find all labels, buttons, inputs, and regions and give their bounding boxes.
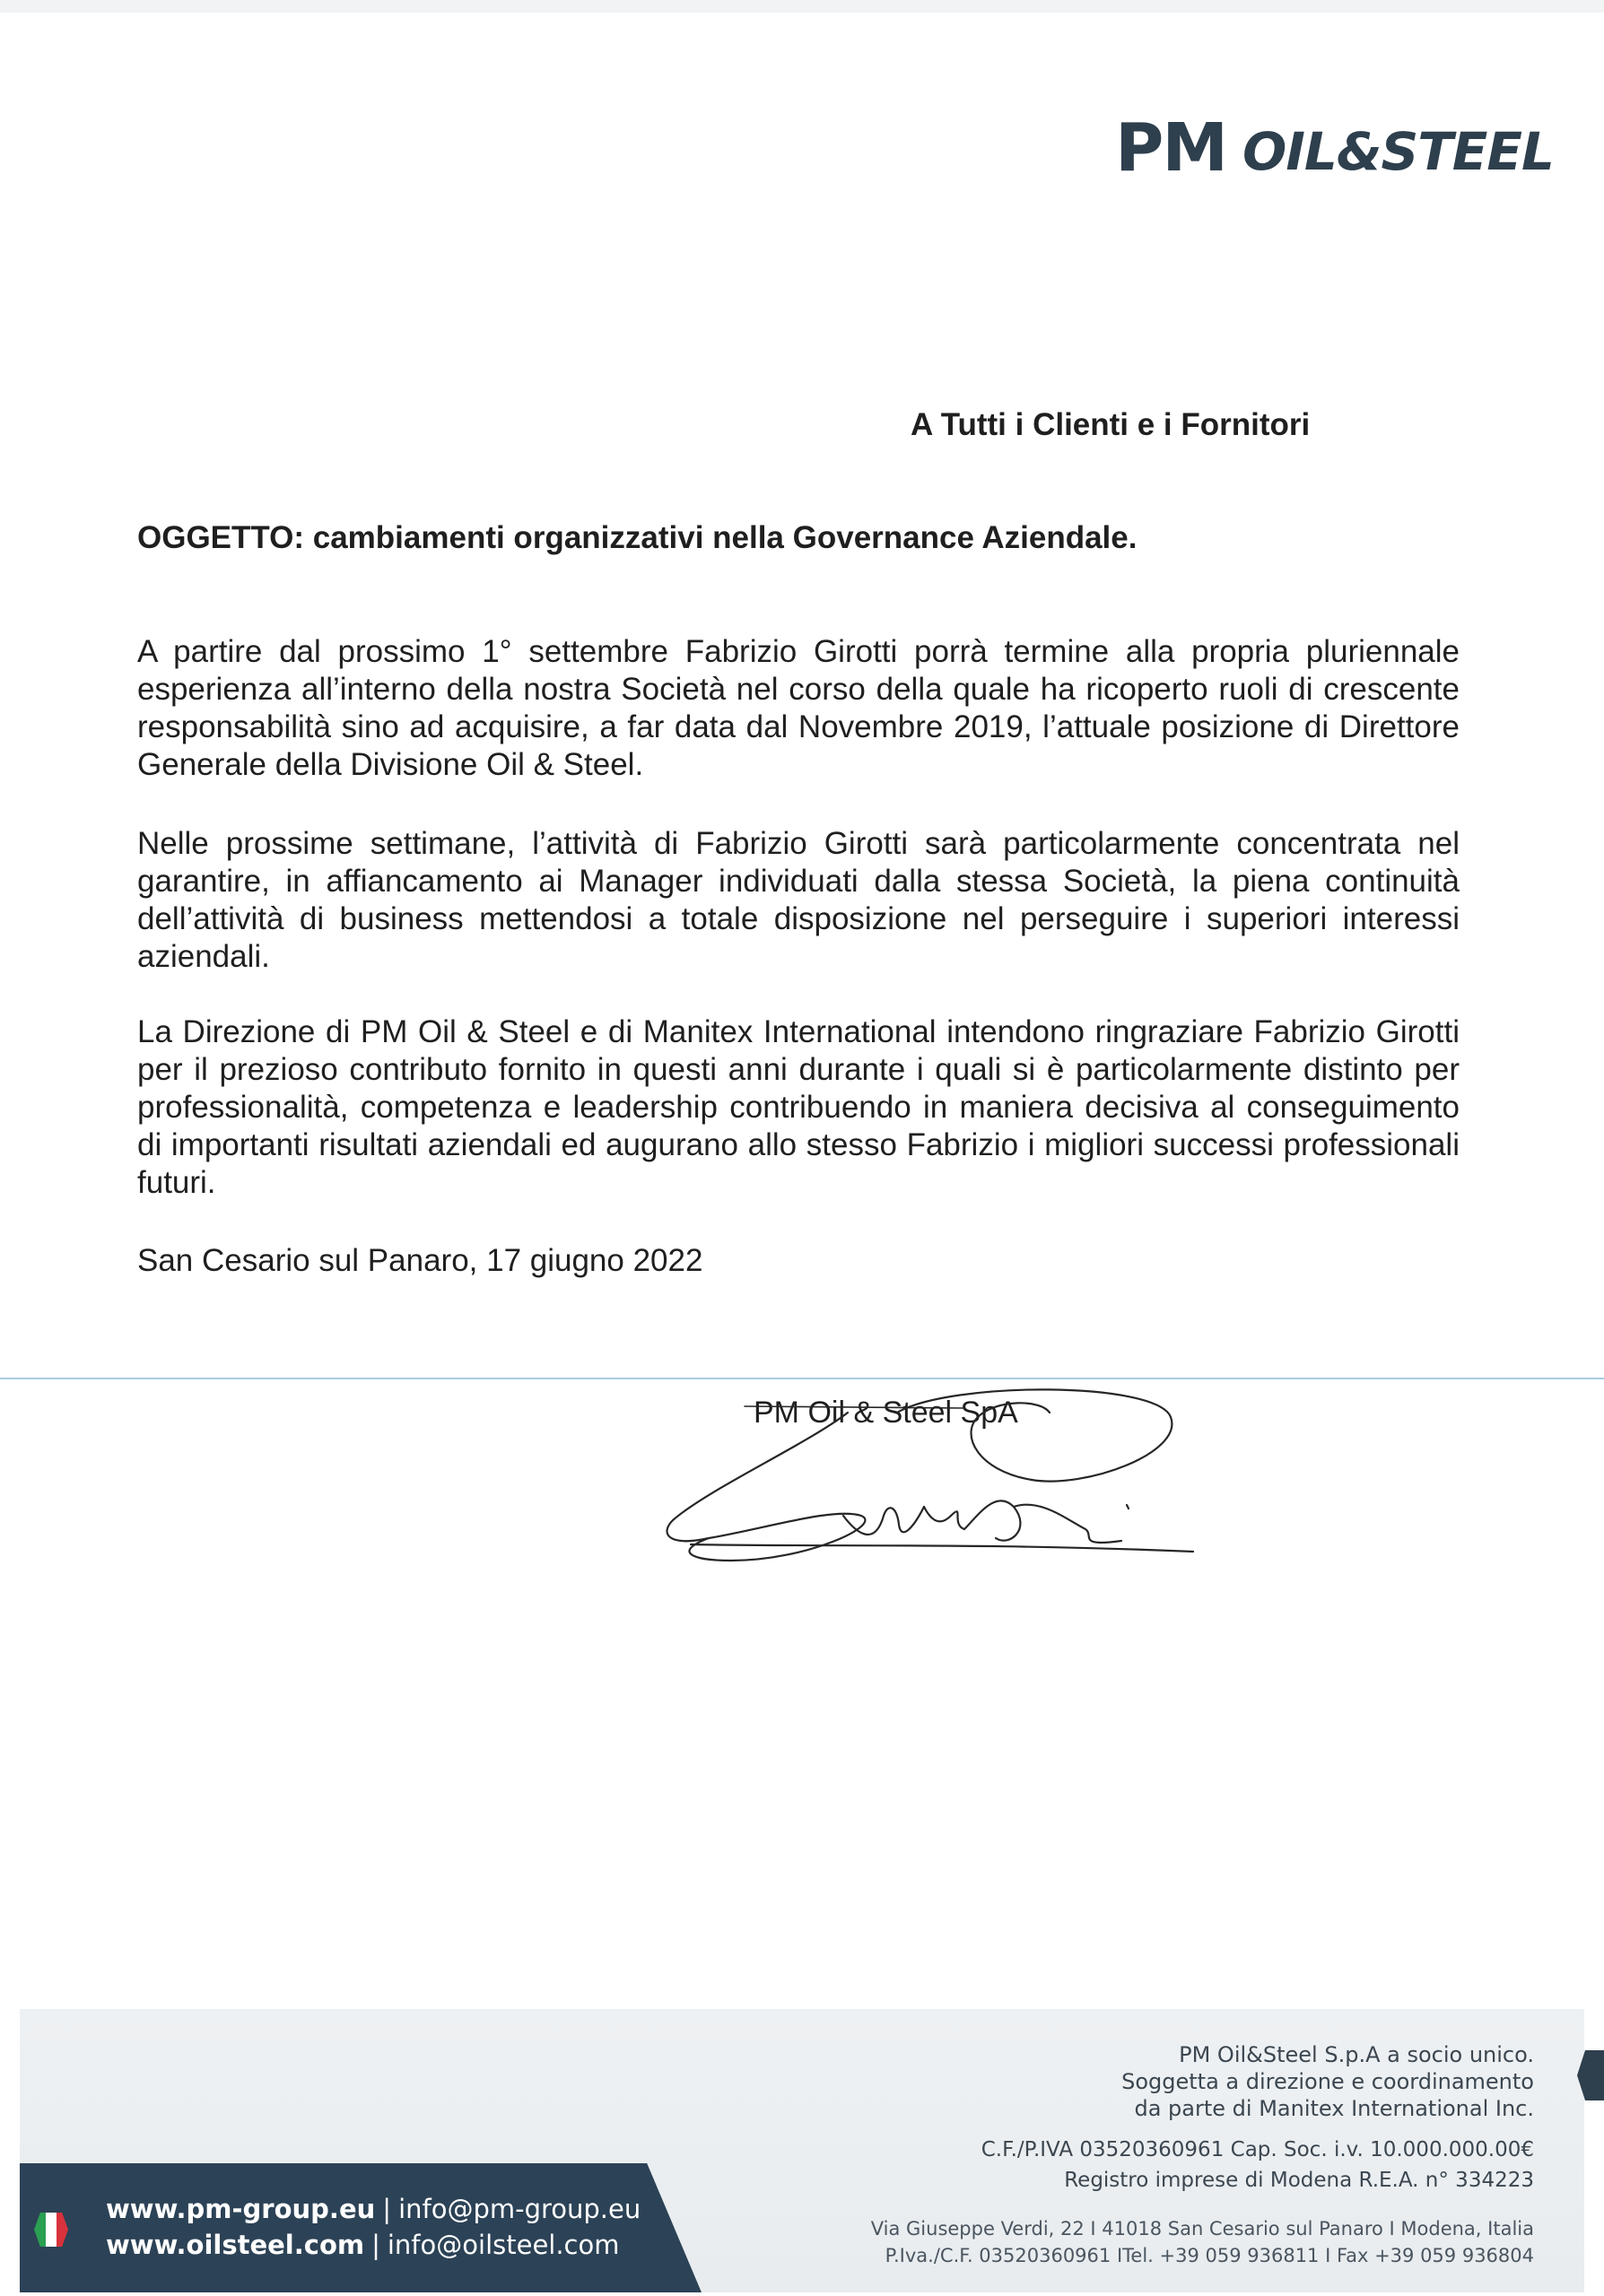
footer-separator: | [382,2194,392,2224]
footer-web-line-1 [106,2194,641,2224]
legal-line: Registro imprese di Modena R.E.A. n° 334223 [1064,2169,1534,2192]
footer-corporate-info [1121,2041,1534,2122]
website-link-pm-group[interactable]: www.pm-group.eu [106,2194,376,2224]
footer-web-line-2 [106,2230,620,2260]
address-line: P.Iva./C.F. 03520360961 ITel. +39 059 936811 I Fax +39 059 936804 [885,2245,1534,2266]
footer-address-info [871,2215,1534,2269]
corp-line: PM Oil&Steel S.p.A a socio unico. [1179,2042,1534,2067]
handwritten-signature [655,1381,1211,1587]
scan-top-strip [0,0,1604,13]
body-paragraph-3: La Direzione di PM Oil & Steel e di Manitex International intendono ringraziare Fabrizio Girotti per il prezioso contributo fornito in questi anni durante i quali si è particolarmente distinto per professionalità, competenza e leadership contribuendo in maniera decisiva al conseguimento di importanti risultati aziendali ed augurano allo stesso Fabrizio i migliori successi professionali futuri. [137,1014,1460,1200]
signatory-company: PM Oil & Steel SpA [754,1396,1018,1430]
corp-line: da parte di Manitex International Inc. [1134,2096,1534,2121]
place-date-line: San Cesario sul Panaro, 17 giugno 2022 [137,1243,703,1278]
website-link-oilsteel[interactable]: www.oilsteel.com [106,2230,365,2260]
footer-web-panel [20,2163,702,2292]
email-link-oilsteel[interactable]: info@oilsteel.com [387,2230,620,2260]
footer-separator: | [371,2230,380,2260]
logo-pm-mark: PM [1115,109,1227,187]
footer-legal-info [981,2135,1534,2196]
company-logo [1115,109,1554,187]
body-paragraph-1: A partire dal prossimo 1° settembre Fabrizio Girotti porrà termine alla propria pluriennale esperienza all’interno della nostra Società nel corso della quale ha ricoperto ruoli di crescente responsabilità sino ad acquisire, a far data dal Novembre 2019, l’attuale posizione di Direttore Generale della Divisione Oil & Steel. [137,634,1460,782]
section-divider [0,1378,1604,1379]
legal-line: C.F./P.IVA 03520360961 Cap. Soc. i.v. 10.000.000.00€ [981,2138,1534,2161]
logo-wordmark: OIL&STEEL [1242,121,1554,182]
recipient-line: A Tutti i Clienti e i Fornitori [911,407,1311,442]
email-link-pm-group[interactable]: info@pm-group.eu [398,2194,641,2224]
body-paragraph-2: Nelle prossime settimane, l’attività di Fabrizio Girotti sarà particolarmente concentrata nel garantire, in affiancamento ai Manager individuati dalla stessa Società, la piena continuità dell’attività di business mettendosi a totale disposizione nel perseguire i superiori interessi aziendali. [137,826,1460,974]
subject-line: OGGETTO: cambiamenti organizzativi nella Governance Aziendale. [137,520,1138,555]
address-line: Via Giuseppe Verdi, 22 I 41018 San Cesario sul Panaro I Modena, Italia [870,2218,1534,2239]
corp-line: Soggetta a direzione e coordinamento [1121,2069,1534,2094]
italy-flag-icon [34,2213,68,2247]
